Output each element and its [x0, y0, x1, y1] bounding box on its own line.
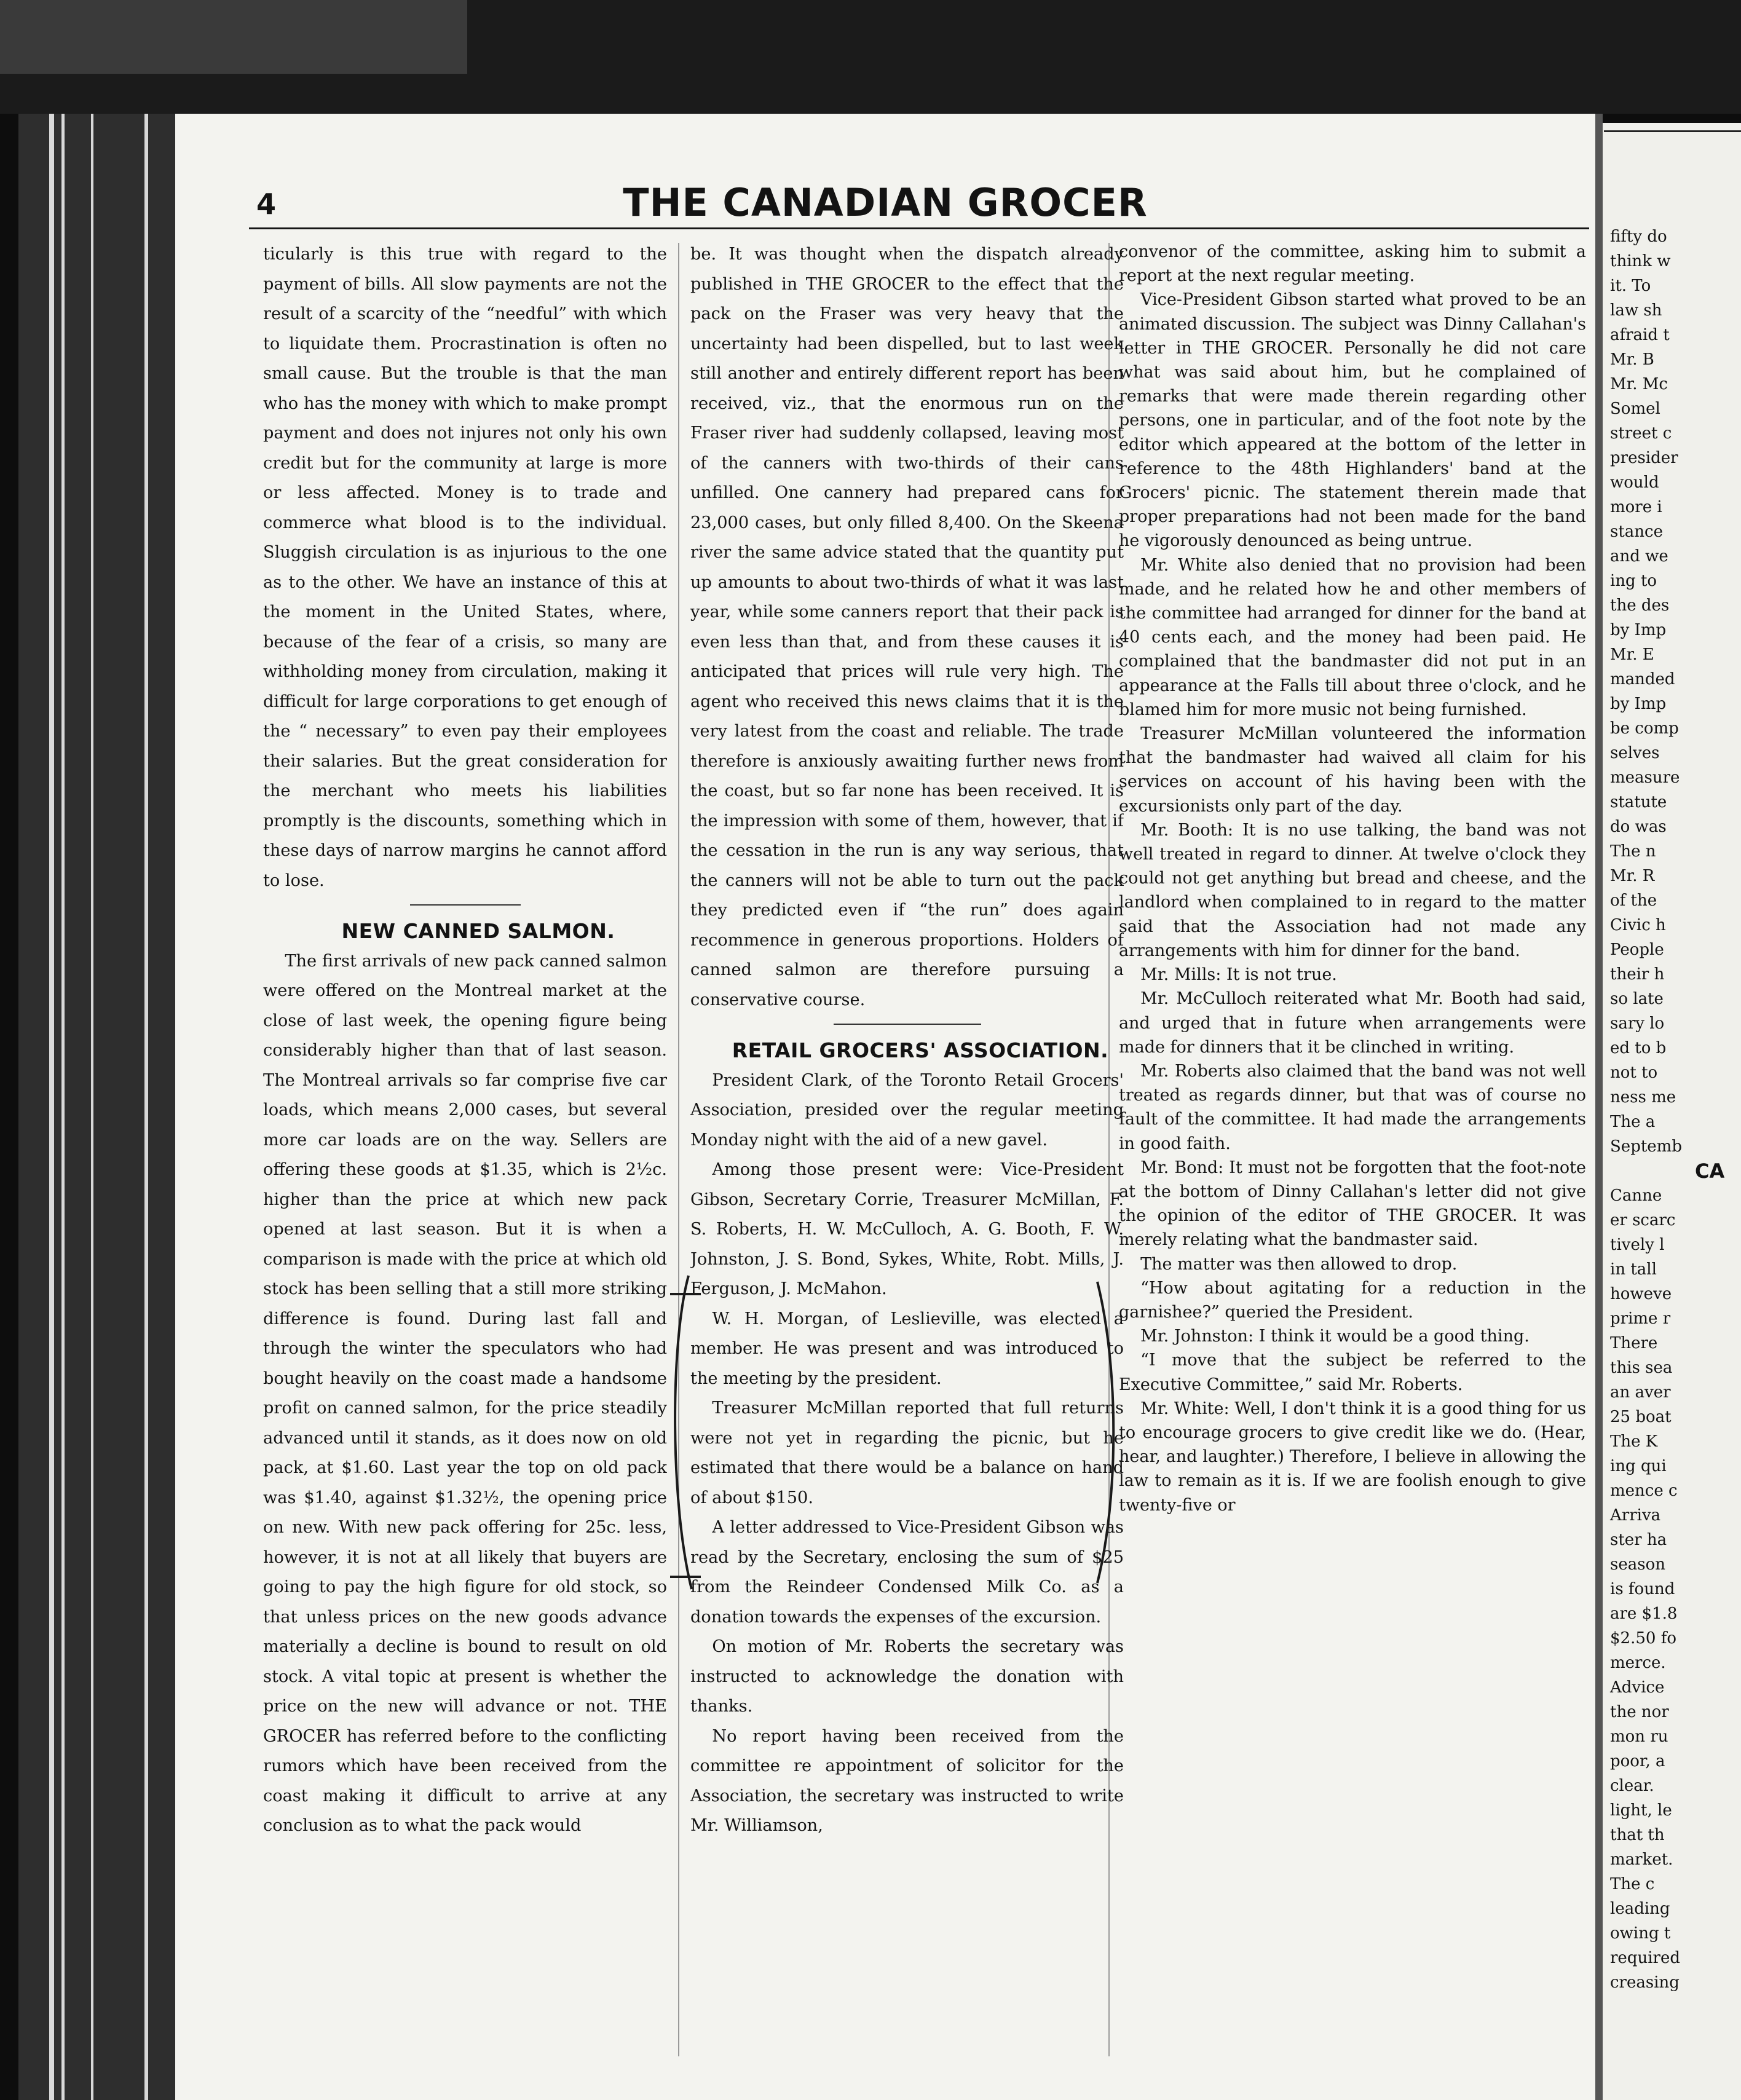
fragment-line: afraid t: [1610, 326, 1670, 344]
fragment-line: Arriva: [1610, 1506, 1661, 1525]
fragment-line: ing qui: [1610, 1457, 1667, 1475]
running-title: THE CANADIAN GROCER: [623, 180, 1148, 225]
section-heading-new-canned-salmon: NEW CANNED SALMON.: [341, 919, 615, 943]
newspaper-page: [175, 114, 1595, 2100]
article-column-2: [690, 240, 1124, 2072]
body-paragraph: Mr. White: Well, I don't think it is a good thing for us to encourage grocers to give credit like we do. (Hear, hear, and laughter.) Therefore, I believe in allowing the law to remain as it is. If we are foolish enough to give twenty-five or: [1119, 1399, 1586, 1515]
fragment-line: season: [1610, 1555, 1665, 1574]
body-paragraph: On motion of Mr. Roberts the secretary was instructed to acknowledge the donation with thanks.: [690, 1637, 1124, 1716]
fragment-line: street c: [1610, 424, 1672, 443]
fragment-line: think w: [1610, 252, 1671, 270]
fragment-line: required: [1610, 1949, 1680, 1967]
article-column-1: [263, 240, 667, 2072]
fragment-line: CA: [1695, 1159, 1725, 1183]
fragment-line: merce.: [1610, 1654, 1666, 1672]
fragment-line: the nor: [1610, 1703, 1669, 1721]
fragment-line: law sh: [1610, 301, 1662, 320]
fragment-line: that th: [1610, 1826, 1665, 1844]
fragment-line: The c: [1610, 1875, 1655, 1893]
fragment-line: tively l: [1610, 1236, 1665, 1254]
body-paragraph: ticularly is this true with regard to the payment of bills. All slow payments are not the result of a scarcity of the “needful” with which to liquidate them. Procrastination is often no small cause. But the trouble is that the man who has the money with which to make prompt payment and does not injures not only his own credit but for the community at large is more or less affected. Money is to trade and commerce what blood is to the individual. Sluggish circulation is as injurious to the one as to the other. We have an instance of this at the moment in the United States, where, because of the fear of a crisis, so many are withholding money from circulation, making it difficult for large corporations to get enough of the “ necessary” to even pay their employees their salaries. But the great consideration for the merchant who meets his liabilities promptly is the discounts, something which in these days of narrow margins he cannot afford to lose.: [263, 245, 667, 890]
fragment-line: so late: [1610, 990, 1664, 1008]
fragment-line: ster ha: [1610, 1531, 1667, 1549]
fragment-line: leading: [1610, 1900, 1670, 1918]
fragment-line: The a: [1610, 1113, 1656, 1131]
fragment-line: Mr. R: [1610, 867, 1655, 885]
body-paragraph: Mr. Booth: It is no use talking, the band was not well treated in regard to dinner. At twelve o'clock they could not get anything but bread and cheese, and the landlord when complained to in regard to the matter said that the Association had not made any arrangements with him for dinner for the band.: [1119, 820, 1586, 960]
fragment-line: Advice: [1610, 1678, 1665, 1697]
page-gutter-shadow: [1595, 114, 1603, 2100]
fragment-line: and we: [1610, 547, 1668, 566]
fragment-line: this sea: [1610, 1359, 1673, 1377]
fragment-line: er scarc: [1610, 1211, 1676, 1230]
body-paragraph: convenor of the committee, asking him to submit a report at the next regular meeting.: [1119, 242, 1586, 286]
fragment-line: more i: [1610, 498, 1662, 516]
fragment-line: The n: [1610, 842, 1656, 861]
binding-edge-line: [49, 114, 54, 2100]
fragment-line: creasing: [1610, 1973, 1680, 1992]
body-paragraph: “How about agitating for a reduction in the garnishee?” queried the President.: [1119, 1278, 1586, 1322]
fragment-lines: [1603, 224, 1724, 1995]
fragment-line: clear.: [1610, 1777, 1654, 1795]
fragment-line: would: [1610, 473, 1659, 492]
body-paragraph: No report having been received from the committee re appointment of solicitor for the Association, the secretary was instructed to write Mr. Williamson,: [690, 1726, 1124, 1835]
fragment-line: an aver: [1610, 1383, 1671, 1402]
fragment-line: Civic h: [1610, 916, 1666, 934]
fragment-line: mence c: [1610, 1482, 1678, 1500]
fragment-line: mon ru: [1610, 1727, 1668, 1746]
fragment-line: Somel: [1610, 400, 1660, 418]
fragment-line: Septemb: [1610, 1137, 1682, 1156]
fragment-line: owing t: [1610, 1924, 1671, 1943]
fragment-line: be comp: [1610, 719, 1679, 738]
body-paragraph: A letter addressed to Vice-President Gibson was read by the Secretary, enclosing the sum of $25 from the Reindeer Condensed Milk Co. as a donation towards the expenses of the excursion.: [690, 1518, 1124, 1627]
fragment-line: sary lo: [1610, 1014, 1665, 1033]
section-rule: [410, 904, 521, 906]
section-heading-retail-grocers-association: RETAIL GROCERS' ASSOCIATION.: [732, 1038, 1109, 1062]
fragment-line: selves: [1610, 744, 1660, 762]
fragment-line: Mr. B: [1610, 350, 1654, 369]
fragment-line: Canne: [1610, 1186, 1662, 1205]
fragment-line: measure: [1610, 768, 1680, 787]
body-paragraph: be. It was thought when the dispatch already published in THE GROCER to the effect that the pack on the Fraser was very heavy that the uncertainty had been dispelled, but to last week still another and entirely different report has been received, viz., that the enormous run on the Fraser river had suddenly collapsed, leaving most of the canners with two-thirds of their cans unfilled. One cannery had prepared cans for 23,000 cases, but only filled 8,400. On the Skeena river the same advice stated that the quantity put up amounts to about two-thirds of what it was last year, while some canners report that their pack is even less than that, and from these causes it is anticipated that prices will rule very high. The agent who received this news claims that it is the very latest from the coast and reliable. The trade therefore is anxiously awaiting further news from the coast, but so far none has been received. It is the impression with some of them, however, that if the cessation in the run is any way serious, that the canners will not be able to turn out the pack they predicted even if “the run” does again recommence in generous proportions. Holders of canned salmon are therefore pursuing a conservative course.: [690, 245, 1124, 1009]
body-paragraph: Mr. Bond: It must not be forgotten that the foot-note at the bottom of Dinny Callahan's letter did not give the opinion of the editor of THE GROCER. It was merely relating what the bandmaster said.: [1119, 1158, 1586, 1250]
body-paragraph: President Clark, of the Toronto Retail Grocers' Association, presided over the regular meeting Monday night with the aid of a new gavel.: [690, 1070, 1124, 1150]
fragment-line: ing to: [1610, 572, 1657, 590]
body-paragraph: Treasurer McMillan reported that full returns were not yet in regarding the picnic, but he estimated that there would be a balance on hand of about $150.: [690, 1399, 1124, 1507]
page-number: 4: [256, 188, 277, 221]
handwritten-bracket-mark: [1091, 1276, 1122, 1595]
body-paragraph: Among those present were: Vice-President Gibson, Secretary Corrie, Treasurer McMillan, F. S. Roberts, H. W. McCulloch, A. G. Booth, F. W. Johnston, J. S. Bond, Sykes, White, Robt. Mills, J. Ferguson, J. McMahon.: [690, 1160, 1124, 1298]
fragment-line: by Imp: [1610, 621, 1667, 639]
fragment-line: light, le: [1610, 1801, 1672, 1820]
fragment-line: The K: [1610, 1432, 1658, 1451]
fragment-line: Mr. Mc: [1610, 375, 1668, 393]
fragment-line: poor, a: [1610, 1752, 1665, 1770]
body-paragraph: Mr. Mills: It is not true.: [1140, 965, 1337, 985]
section-rule: [834, 1024, 981, 1025]
fragment-line: not to: [1610, 1064, 1658, 1082]
book-binding: [18, 114, 175, 2100]
body-paragraph: Mr. McCulloch reiterated what Mr. Booth had said, and urged that in future when arrangements were made for dinners that it be clinched in writing.: [1119, 989, 1586, 1057]
fragment-line: Mr. E: [1610, 645, 1654, 664]
fragment-line: of the: [1610, 891, 1657, 910]
fragment-line: do was: [1610, 818, 1667, 836]
column-divider: [678, 243, 679, 2056]
fragment-line: manded: [1610, 670, 1675, 689]
fragment-line: their h: [1610, 965, 1665, 984]
fragment-line: howeve: [1610, 1285, 1672, 1303]
fragment-line: stance: [1610, 523, 1663, 541]
binding-edge-line: [61, 114, 65, 2100]
fragment-line: prime r: [1610, 1309, 1671, 1328]
fragment-line: ed to b: [1610, 1039, 1667, 1057]
body-paragraph: Mr. White also denied that no provision had been made, and he related how he and other members of the committee had arranged for dinner for the band at 40 cents each, and the money had been paid. He complained that the bandmaster did not put in an appearance at the Falls till about three o'clock, and he blamed him for more music not being furnished.: [1119, 555, 1586, 719]
fragment-line: statute: [1610, 793, 1667, 811]
body-paragraph: The matter was then allowed to drop.: [1140, 1254, 1458, 1274]
fragment-line: People: [1610, 941, 1664, 959]
body-paragraph: “I move that the subject be referred to the Executive Committee,” said Mr. Roberts.: [1119, 1351, 1586, 1394]
article-column-3: [1119, 240, 1586, 2072]
fragment-line: the des: [1610, 596, 1670, 615]
fragment-line: 25 boat: [1610, 1408, 1672, 1426]
body-paragraph: Treasurer McMillan volunteered the information that the bandmaster had waived all claim for his services on account of his having been with the excursionists only part of the day.: [1119, 724, 1586, 816]
fragment-line: $2.50 fo: [1610, 1629, 1676, 1648]
scanner-background: [0, 0, 1741, 114]
binding-edge-line: [144, 114, 148, 2100]
body-paragraph: Vice-President Gibson started what proved to be an animated discussion. The subject was Dinny Callahan's letter in THE GROCER. Personally he did not care what was said about him, but he complained of remarks that were made therein regarding other persons, one in particular, and of the foot note by the editor which appeared at the bottom of the letter in reference to the 48th Highlanders' band at the Grocers' picnic. The statement therein made that proper preparations had not been made for the band he vigorously denounced as being untrue.: [1119, 290, 1586, 551]
fragment-line: it. To: [1610, 277, 1651, 295]
adjacent-page-fragment: [1603, 123, 1741, 2100]
fragment-line: ness me: [1610, 1088, 1676, 1107]
body-paragraph: W. H. Morgan, of Leslieville, was elected a member. He was present and was introduced to the meeting by the president.: [690, 1309, 1124, 1388]
fragment-line: by Imp: [1610, 695, 1667, 713]
body-paragraph: Mr. Roberts also claimed that the band was not well treated as regards dinner, but that was of course no fault of the committee. It had made the arrangements in good faith.: [1119, 1061, 1586, 1153]
fragment-line: presider: [1610, 449, 1678, 467]
fragment-line: is found: [1610, 1580, 1675, 1598]
handwritten-bracket-mark: [664, 1269, 738, 1614]
header-rule: [249, 227, 1589, 229]
fragment-line: are $1.8: [1610, 1605, 1678, 1623]
fragment-line: There: [1610, 1334, 1658, 1352]
fragment-line: fifty do: [1610, 227, 1667, 246]
header-rule: [1604, 130, 1741, 132]
fragment-line: in tall: [1610, 1260, 1657, 1279]
body-paragraph: The first arrivals of new pack canned salmon were offered on the Montreal market at the close of last week, the opening figure being considerably higher than that of last season. The Montreal arrivals so far comprise five car loads, which means 2,000 cases, but several more car loads are on the way. Sellers are offering these goods at $1.35, which is 2½c. higher than the price at which new pack opened at last season. But it is when a comparison is made with the price at which old stock has been selling that a still more striking difference is found. During last fall and through the winter the speculators who had bought heavily on the coast made a handsome profit on canned salmon, for the price steadily advanced until it stands, as it does now on old pack, at $1.60. Last year the top on old pack was $1.40, against $1.32½, the opening price on new. With new pack offering for 25c. less, however, it is not at all likely that buyers are going to pay the high figure for old stock, so that unless prices on the new goods advance materially a decline is bound to result on old stock. A vital topic at present is whether the price on the new will advance or not. THE GROCER has referred before to the conflicting rumors which have been received from the coast making it difficult to arrive at any conclusion as to what the pack would: [263, 951, 667, 1835]
fragment-line: market.: [1610, 1850, 1673, 1869]
body-paragraph: Mr. Johnston: I think it would be a good thing.: [1140, 1327, 1530, 1346]
binding-edge-line: [91, 114, 93, 2100]
